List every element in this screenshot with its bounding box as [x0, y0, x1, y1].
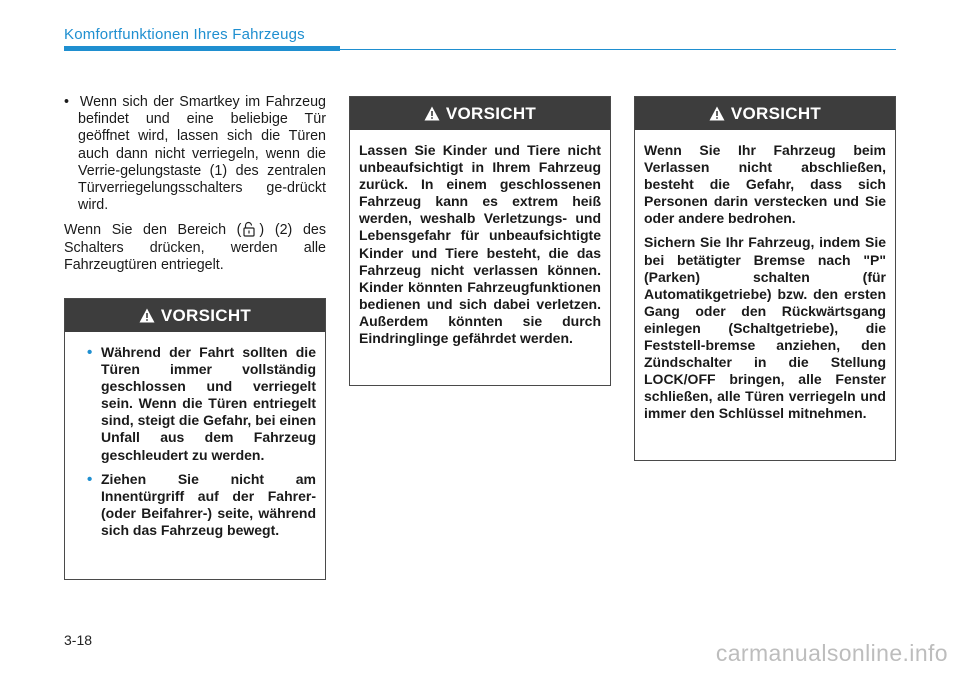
section-header: Komfortfunktionen Ihres Fahrzeugs	[64, 26, 305, 43]
caution-header	[65, 299, 325, 332]
caution-box-children	[349, 96, 611, 386]
caution-text: Sichern Sie Ihr Fahrzeug, indem Sie bei betätigter Bremse nach "P" (Parken) schalten (für Automatikgetriebe) bzw. den ersten Gang oder den Rückwärtsgang einlegen (Schaltgetriebe), die Feststell-bremse anziehen, den Zündschalter in die Stellung LOCK/OFF bringen, alle Fenster schließen, alle Türen verriegeln und immer den Schlüssel mitnehmen.	[644, 234, 886, 422]
caution-title: VORSICHT	[160, 305, 252, 325]
caution-header	[635, 97, 895, 130]
bullet-text: Wenn sich der Smartkey im Fahrzeug befindet und eine beliebige Tür geöffnet wird, lassen sich die Türen auch dann nicht verriegeln, wenn die Verrie-gelungstaste (1) des zentralen Türverriegelungsschalters ge-drückt wird.	[78, 94, 327, 214]
caution-item: • Während der Fahrt sollten die Türen immer vollständig geschlossen und verriegelt sein. Wenn die Türen entriegelt sind, steigt die Gefahr, bei einen Unfall aus dem Fahrzeug geschleudert zu werden.	[87, 344, 316, 464]
unlock-paragraph	[64, 221, 326, 274]
caution-box-security	[634, 96, 896, 461]
caution-header	[350, 97, 610, 130]
caution-title: VORSICHT	[445, 103, 537, 123]
header-rule	[64, 46, 340, 51]
caution-title: VORSICHT	[730, 103, 822, 123]
caution-body	[350, 130, 610, 347]
door-unlock-icon	[242, 221, 258, 237]
unlock-text-2: ) (2) des Schalters drücken, werden alle Fahrzeugtüren entriegelt.	[64, 222, 326, 273]
warning-icon	[709, 106, 725, 121]
warning-icon	[139, 308, 155, 323]
body-text-column	[64, 94, 326, 274]
header-rule-thin	[340, 49, 896, 50]
page-number: 3-18	[64, 632, 93, 648]
watermark: carmanualsonline.info	[715, 640, 948, 666]
caution-body	[635, 130, 895, 423]
warning-icon	[424, 106, 440, 121]
caution-text: Lassen Sie Kinder und Tiere nicht unbeaufsichtigt in Ihrem Fahrzeug zurück. In einem geschlossenen Fahrzeug kann es extrem heiß werden, weshalb Verletzungs- und Lebensgefahr für unbeaufsichtigte Kinder und Tiere besteht, die das Fahrzeug nicht verlassen können. Kinder könnten Fahrzeugfunktionen bedienen und sich dabei verletzen. Außerdem könnten sie durch Eindringlinge gefährdet werden.	[359, 142, 601, 347]
caution-body	[65, 332, 325, 539]
caution-text: Wenn Sie Ihr Fahrzeug beim Verlassen nicht abschließen, besteht die Gefahr, dass sich Personen darin verstecken und Sie oder andere bedrohen.	[644, 142, 886, 227]
bullet-paragraph: • Wenn sich der Smartkey im Fahrzeug befindet und eine beliebige Tür geöffnet wird, lassen sich die Türen auch dann nicht verriegeln, wenn die Verrie-gelungstaste (1) des zentralen Türverriegelungsschalters ge-drückt wird.	[64, 94, 327, 214]
unlock-text-1: Wenn Sie den Bereich (	[64, 222, 242, 239]
caution-item: • Ziehen Sie nicht am Innentürgriff auf der Fahrer- (oder Beifahrer-) seite, während sich das Fahrzeug bewegt.	[87, 471, 316, 539]
caution-box-doors	[64, 298, 326, 580]
